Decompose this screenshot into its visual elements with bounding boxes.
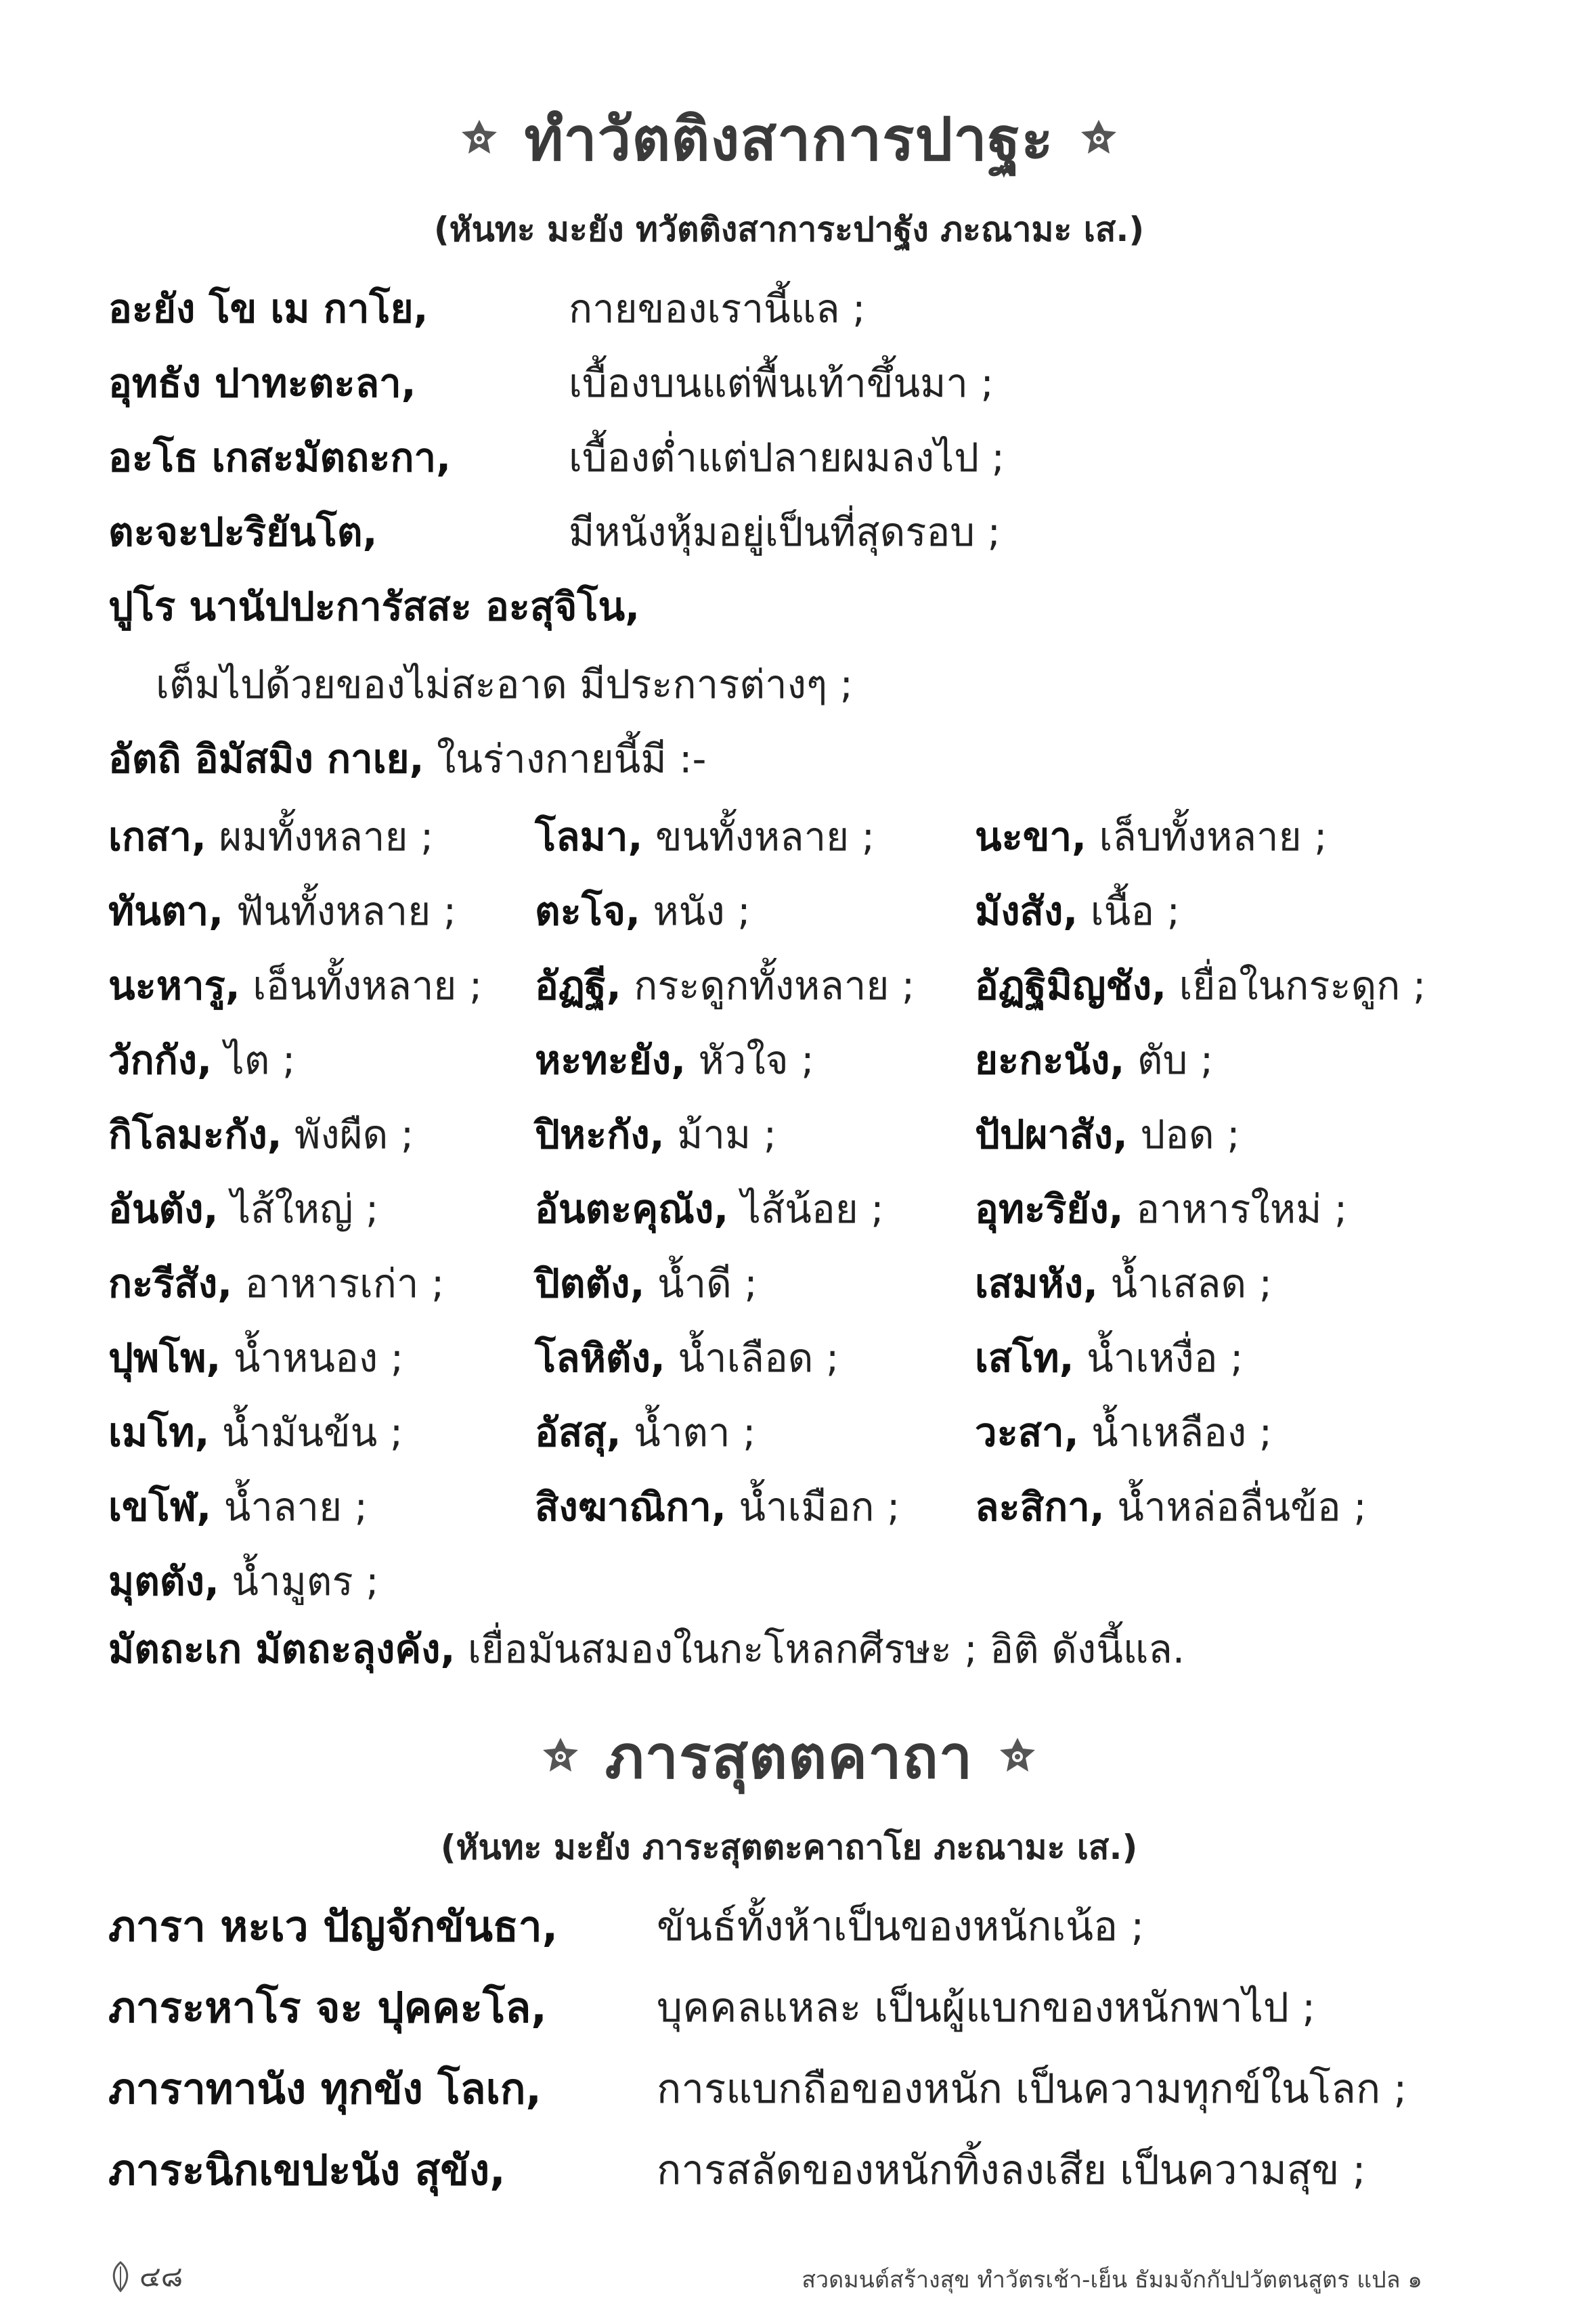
pali-text: ภาราทานัง ทุกขัง โลเก, [108,2064,542,2113]
body-part-entry [535,812,875,861]
section1-title: ทำวัตติงสาการปาฐะ [524,104,1054,174]
thai-gloss: เยื่อมันสมองในกะโหลกศีรษะ ; อิติ ดังนี้แล. [467,1626,1185,1672]
body-part-entry [975,1036,1213,1084]
pali-term: ปัปผาสัง, [975,1112,1128,1158]
body-part-entry [535,1185,884,1233]
verse-line [108,508,378,556]
body-part-entry [535,1483,900,1531]
thai-meaning: น้ำหนอง ; [233,1335,404,1381]
thai-meaning: ขนทั้งหลาย ; [655,814,875,860]
thai-meaning: เนื้อ ; [1090,888,1181,934]
thai-meaning: หนัง ; [653,888,751,934]
ornament-icon [1077,117,1120,160]
body-parts-row [108,1036,1489,1103]
section1-subtitle: (หันทะ มะยัง ทวัตติงสาการะปาฐัง ภะณามะ เส.) [433,210,1145,249]
thai-gloss: ในร่างกายนี้มี :- [437,736,707,782]
pali-term: นะหารู, [108,963,240,1009]
thai-gloss: ขันธ์ทั้งห้าเป็นของหนักเน้อ ; [657,1903,1145,1950]
pali-term: อัฏฐี, [535,963,621,1009]
body-part-entry [108,812,433,861]
verse-line [108,433,451,482]
verse-line [108,1625,1185,1673]
pali-text: มัตถะเก มัตถะลุงคัง, [108,1626,456,1672]
pali-term: ปุพโพ, [108,1335,221,1381]
pali-text: ภารา หะเว ปัญจักขันธา, [108,1902,558,1951]
thai-meaning: เยื่อในกระดูก ; [1179,963,1426,1009]
body-part-entry [535,1334,839,1382]
pali-text: ภาระนิกเขปะนัง สุขัง, [108,2145,506,2195]
body-parts-row [108,812,1489,880]
pali-term: ปิตตัง, [535,1260,645,1307]
pali-term: วักกัง, [108,1037,213,1083]
verse-line [108,2146,506,2195]
pali-term: มังสัง, [975,888,1078,934]
thai-meaning: อาหารเก่า ; [244,1260,445,1307]
thai-meaning: น้ำเหลือง ; [1091,1409,1273,1455]
body-parts-row [108,1408,1489,1476]
pali-term: อันตะคุณัง, [535,1186,729,1232]
section2-title: ภารสุตตคาถา [605,1722,973,1792]
pali-text: ตะจะปะริยันโต, [108,509,378,555]
gloss-line [569,433,1005,482]
thai-meaning: ฟันทั้งหลาย ; [236,888,457,934]
body-part-entry [535,1408,756,1457]
pali-term: เขโฬ, [108,1484,212,1530]
body-part-entry [975,1334,1244,1382]
thai-meaning: น้ำตา ; [634,1409,756,1455]
thai-gloss: การสลัดของหนักทิ้งลงเสีย เป็นความสุข ; [657,2147,1366,2194]
gloss-line [657,1902,1144,1951]
pali-text: อัตถิ อิมัสมิง กาเย, [108,736,424,782]
section2-title-row [0,1719,1578,1794]
thai-meaning: อาหารใหม่ ; [1136,1186,1348,1232]
verse-line [108,735,706,783]
pali-term: อัสสุ, [535,1409,621,1455]
body-part-entry [975,1408,1272,1457]
thai-meaning: น้ำลาย ; [223,1484,368,1530]
footer-book-title: สวดมนต์สร้างสุข ทำวัตรเช้า-เย็น ธัมมจักกัปปวัตตนสูตร แปล ๑ [802,2266,1422,2294]
thai-meaning: น้ำมูตร ; [232,1558,379,1604]
body-part-entry [108,1036,295,1084]
pali-term: ปิหะกัง, [535,1112,665,1158]
thai-gloss: เบื้องต่ำแต่ปลายผมลงไป ; [569,435,1005,481]
section2-subtitle: (หันทะ มะยัง ภาระสุตตะคาถาโย ภะณามะ เส.) [440,1828,1138,1867]
thai-meaning: พังผืด ; [294,1112,414,1158]
body-part-entry [975,961,1426,1010]
pali-term: ตะโจ, [535,888,640,934]
pali-term: นะขา, [975,814,1087,860]
thai-meaning: เล็บทั้งหลาย ; [1099,814,1328,860]
thai-gloss: เต็มไปด้วยของไม่สะอาด มีประการต่างๆ ; [156,661,854,707]
verse-line [108,582,640,631]
body-part-entry [975,1185,1347,1233]
pali-term: มุตตัง, [108,1558,219,1604]
pali-term: เกสา, [108,814,206,860]
thai-meaning: หัวใจ ; [698,1037,814,1083]
verse-line [108,359,416,408]
thai-meaning: น้ำเลือด ; [678,1335,839,1381]
thai-meaning: ปอด ; [1140,1112,1240,1158]
body-parts-row [108,1110,1489,1178]
ornament-icon [458,117,501,160]
pali-term: อัฏฐิมิญชัง, [975,963,1167,1009]
ornament-icon [996,1735,1039,1778]
thai-meaning: ไส้น้อย ; [741,1186,884,1232]
pali-term: เมโท, [108,1409,210,1455]
pali-text: อะโธ เกสะมัตถะกา, [108,435,452,481]
gloss-line [569,284,866,333]
body-part-entry [975,1483,1367,1531]
thai-gloss: บุคคลแหละ เป็นผู้แบกของหนักพาไป ; [657,1984,1316,2032]
pali-text: อุทธัง ปาทะตะลา, [108,360,416,406]
ornament-icon [539,1735,582,1778]
verse-line [108,284,429,333]
pali-term: เสโท, [975,1335,1074,1381]
body-part-entry [108,887,456,936]
body-part-entry [108,1334,403,1382]
pali-text: อะยัง โข เม กาโย, [108,286,429,332]
pali-term: ยะกะนัง, [975,1037,1125,1083]
pali-text: ภาระหาโร จะ ปุคคะโล, [108,1983,547,2032]
thai-gloss: มีหนังหุ้มอยู่เป็นที่สุดรอบ ; [569,509,1001,555]
body-part-entry [975,887,1180,936]
pali-term: กะรีสัง, [108,1260,233,1307]
pali-term: เสมหัง, [975,1260,1099,1307]
thai-meaning: น้ำดี ; [657,1260,758,1307]
body-part-entry [108,1110,414,1159]
body-parts-row [108,1483,1489,1550]
body-parts-row [108,961,1489,1029]
thai-meaning: ไส้ใหญ่ ; [230,1186,379,1232]
thai-meaning: น้ำหล่อลื่นข้อ ; [1117,1484,1367,1530]
leaf-icon [108,2261,133,2292]
footer-page-number [108,2254,183,2299]
body-part-entry [108,1557,379,1606]
gloss-line [657,1983,1315,2032]
pali-term: อุทะริยัง, [975,1186,1124,1232]
pali-term: อันตัง, [108,1186,219,1232]
body-part-entry [535,961,915,1010]
pali-term: หะทะยัง, [535,1037,686,1083]
body-part-entry [975,1110,1240,1159]
body-part-entry [975,1259,1272,1308]
thai-meaning: กระดูกทั้งหลาย ; [634,963,915,1009]
pali-term: วะสา, [975,1409,1079,1455]
pali-term: สิงฆาณิกา, [535,1484,726,1530]
body-parts-row [108,1334,1489,1401]
thai-gloss: การแบกถือของหนัก เป็นความทุกข์ในโลก ; [657,2065,1407,2113]
verse-line [108,2065,542,2113]
thai-meaning: ผมทั้งหลาย ; [219,814,434,860]
thai-gloss: เบื้องบนแต่พื้นเท้าขึ้นมา ; [569,360,994,406]
body-parts-row [108,887,1489,955]
body-parts-row [108,1557,1489,1625]
pali-term: โลหิตัง, [535,1335,665,1381]
body-parts-row [108,1185,1489,1252]
thai-meaning: ม้าม ; [677,1112,777,1158]
verse-line [108,1983,547,2032]
body-part-entry [975,812,1328,861]
pali-text: ปูโร นานัปปะการัสสะ อะสุจิโน, [108,584,640,630]
gloss-line [569,508,1001,556]
body-part-entry [535,1259,758,1308]
thai-meaning: เอ็นทั้งหลาย ; [253,963,483,1009]
body-part-entry [108,1185,378,1233]
verse-line [108,1902,558,1951]
thai-meaning: ตับ ; [1137,1037,1214,1083]
thai-gloss: กายของเรานี้แล ; [569,286,866,332]
pali-term: โลมา, [535,814,643,860]
body-part-entry [108,1259,444,1308]
thai-meaning: น้ำมันข้น ; [221,1409,403,1455]
thai-meaning: ไต ; [224,1037,296,1083]
section1-title-row [0,102,1578,176]
body-part-entry [108,1483,368,1531]
pali-term: ทันตา, [108,888,224,934]
gloss-line [657,2146,1366,2195]
gloss-line [657,2065,1407,2113]
thai-meaning: น้ำเหงื่อ ; [1087,1335,1244,1381]
gloss-line [569,359,994,408]
body-part-entry [108,1408,403,1457]
thai-meaning: น้ำเมือก ; [739,1484,900,1530]
body-part-entry [108,961,482,1010]
body-part-entry [535,1110,776,1159]
thai-meaning: น้ำเสลด ; [1110,1260,1273,1307]
pali-term: กิโลมะกัง, [108,1112,282,1158]
page-number: ๔๘ [139,2260,183,2293]
gloss-line [156,660,853,709]
body-part-entry [535,1036,814,1084]
body-parts-row [108,1259,1489,1327]
body-part-entry [535,887,751,936]
pali-term: ละสิกา, [975,1484,1105,1530]
